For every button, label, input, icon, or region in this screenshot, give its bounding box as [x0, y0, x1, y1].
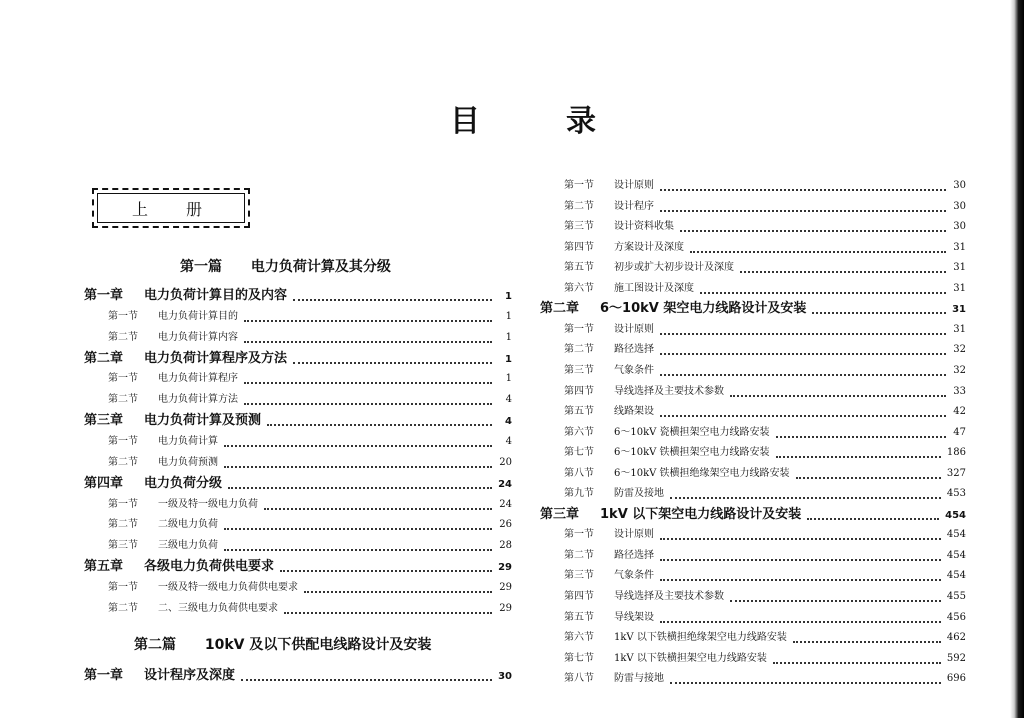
toc-entry-text: 设计原则: [614, 323, 654, 335]
toc-entry-text: 6～10kV 架空电力线路设计及安装: [600, 301, 807, 317]
toc-section-row: [564, 484, 966, 504]
toc-entry-number: 第一节: [564, 180, 594, 191]
toc-section-row: [564, 423, 966, 443]
dot-leader: [267, 414, 492, 426]
dot-leader: [224, 539, 492, 551]
toc-entry-title: [108, 578, 298, 598]
toc-page-number: 47: [953, 426, 966, 438]
toc-page-number: 454: [946, 549, 966, 561]
dot-leader: [224, 518, 492, 530]
toc-entry-title: [564, 443, 770, 463]
dot-leader: [812, 302, 946, 314]
toc-entry-number: 第六节: [564, 632, 594, 644]
toc-entry-number: 第四节: [564, 591, 594, 602]
toc-entry-number: 第四章: [84, 475, 124, 491]
toc-page-number: 1: [505, 291, 512, 302]
toc-title-char-1: 目: [450, 104, 480, 139]
toc-entry-number: 第八节: [564, 673, 594, 685]
toc-page-number: 33: [953, 385, 966, 397]
toc-entry-text: 1kV 以下架空电力线路设计及安装: [600, 506, 802, 522]
toc-page-number: 29: [498, 562, 512, 574]
toc-entry-text: 电力负荷计算程序: [158, 373, 238, 385]
toc-page-number: 186: [946, 447, 966, 459]
dot-leader: [284, 602, 492, 614]
toc-section-row: [108, 432, 512, 452]
toc-entry-number: 第三章: [84, 413, 124, 429]
dot-leader: [730, 590, 941, 602]
toc-section-row: [564, 197, 966, 217]
dot-leader: [660, 405, 946, 417]
toc-section-row: [564, 608, 966, 628]
toc-section-row: [564, 525, 966, 545]
toc-entry-title: [564, 649, 767, 669]
toc-page-number: 30: [953, 221, 966, 233]
toc-entry-number: 第二节: [108, 394, 138, 406]
toc-entry-text: 电力负荷分级: [144, 475, 223, 491]
toc-entry-text: 气象条件: [614, 570, 654, 582]
toc-entry-text: 导线架设: [614, 611, 654, 623]
toc-entry-number: 第二节: [564, 549, 594, 561]
toc-entry-text: 6～10kV 铁横担绝缘架空电力线路安装: [614, 467, 790, 479]
toc-entry-text: 6～10kV 瓷横担架空电力线路安装: [614, 426, 770, 438]
toc-entry-number: 第二章: [84, 350, 124, 366]
toc-section-row: [564, 443, 966, 463]
toc-page-number: 31: [953, 241, 966, 253]
toc-entry-number: 第一节: [108, 373, 138, 385]
toc-entry-text: 防雷与接地: [614, 673, 664, 685]
part-number: 第二篇: [134, 637, 176, 653]
toc-entry-title: [108, 328, 238, 348]
toc-entry-number: 第一节: [564, 529, 594, 541]
toc-section-row: [564, 464, 966, 484]
toc-page-number: 26: [499, 519, 512, 531]
toc-entry-title: [564, 608, 654, 628]
toc-entry-title: [564, 258, 734, 278]
toc-entry-text: 电力负荷计算目的: [158, 310, 238, 322]
toc-entry-title: [540, 505, 801, 525]
toc-page-number: 31: [952, 304, 966, 316]
part-number: 第一篇: [180, 259, 222, 275]
dot-leader: [304, 581, 492, 593]
toc-section-row: [564, 320, 966, 340]
dot-leader: [680, 220, 946, 232]
toc-page-number: 1: [505, 353, 512, 365]
toc-page-number: 24: [499, 498, 512, 510]
toc-section-row: [564, 258, 966, 278]
toc-entry-text: 电力负荷计算方法: [158, 394, 238, 406]
toc-entry-title: [564, 361, 654, 381]
toc-entry-title: [108, 390, 238, 410]
part-heading-1: [180, 256, 391, 276]
toc-entry-title: [564, 546, 654, 566]
toc-entry-number: 第一节: [108, 435, 138, 447]
toc-page-number: 592: [946, 652, 966, 664]
toc-entry-number: 第一节: [108, 498, 138, 510]
toc-entry-number: 第六节: [564, 426, 594, 438]
toc-entry-text: 导线选择及主要技术参数: [614, 385, 724, 397]
toc-page-number: 30: [498, 671, 512, 682]
dot-leader: [264, 498, 492, 510]
toc-entry-text: 气象条件: [614, 364, 654, 376]
toc-section-row: [564, 628, 966, 648]
toc-page-number: 454: [945, 509, 966, 521]
toc-entry-title: [564, 628, 787, 648]
dot-leader: [670, 487, 941, 499]
toc-entry-number: 第九节: [564, 488, 594, 500]
toc-chapter-row: [540, 299, 966, 319]
toc-section-row: [108, 453, 512, 473]
dot-leader: [773, 652, 941, 664]
toc-entry-text: 路径选择: [614, 549, 654, 561]
toc-page-number: 696: [946, 673, 966, 685]
toc-entry-title: [108, 307, 238, 327]
toc-page-number: 1: [505, 331, 512, 343]
toc-entry-text: 电力负荷计算及预测: [144, 413, 262, 429]
toc-section-row: [108, 369, 512, 389]
volume-label-box: [92, 188, 250, 228]
toc-chapter-row: [84, 286, 512, 306]
dot-leader: [224, 435, 492, 447]
toc-section-row: [108, 515, 512, 535]
toc-entry-title: [564, 197, 654, 217]
toc-entry-text: 二、三级电力负荷供电要求: [158, 602, 278, 614]
toc-entry-text: 电力负荷计算: [158, 435, 218, 447]
dot-leader: [293, 289, 492, 301]
toc-entry-text: 设计原则: [614, 529, 654, 541]
dot-leader: [740, 261, 946, 273]
toc-entry-text: 路径选择: [614, 344, 654, 356]
toc-entry-number: 第二节: [564, 344, 594, 356]
toc-entry-text: 防雷及接地: [614, 488, 664, 500]
toc-page-number: 455: [946, 591, 966, 602]
dot-leader: [660, 528, 941, 540]
toc-entry-number: 第一节: [564, 323, 594, 335]
toc-entry-title: [540, 299, 806, 319]
toc-page-number: 28: [499, 540, 512, 552]
toc-section-row: [108, 495, 512, 515]
dot-leader: [293, 352, 492, 364]
toc-entry-title: [108, 599, 278, 619]
toc-entry-text: 电力负荷计算内容: [158, 331, 238, 343]
toc-entry-number: 第一节: [108, 581, 138, 593]
toc-section-row: [108, 328, 512, 348]
toc-page-number: 1: [505, 373, 512, 385]
toc-entry-title: [108, 515, 218, 535]
toc-page-number: 462: [946, 632, 966, 644]
toc-entry-text: 1kV 以下铁横担架空电力线路安装: [614, 652, 767, 664]
dot-leader: [660, 569, 941, 581]
toc-entry-title: [564, 669, 664, 689]
toc-entry-number: 第四节: [564, 241, 594, 253]
toc-entry-title: [564, 320, 654, 340]
toc-entry-number: 第五节: [564, 406, 594, 418]
toc-entry-number: 第三节: [108, 540, 138, 552]
toc-section-row: [564, 340, 966, 360]
toc-entry-title: [84, 557, 274, 577]
dot-leader: [241, 669, 492, 681]
toc-entry-title: [108, 536, 218, 556]
toc-entry-number: 第三章: [540, 506, 580, 522]
toc-entry-text: 一级及特一级电力负荷供电要求: [158, 581, 298, 593]
toc-entry-title: [108, 369, 238, 389]
toc-entry-title: [564, 484, 664, 504]
toc-page-number: 4: [505, 394, 512, 406]
toc-section-row: [564, 238, 966, 258]
toc-page-number: 453: [946, 488, 966, 500]
toc-entry-number: 第三节: [564, 221, 594, 233]
toc-section-row: [564, 402, 966, 422]
toc-entry-title: [564, 423, 770, 443]
toc-entry-number: 第二节: [108, 519, 138, 531]
toc-page-number: 31: [953, 323, 966, 335]
dot-leader: [244, 310, 492, 322]
dot-leader: [244, 372, 492, 384]
toc-entry-text: 各级电力负荷供电要求: [144, 559, 275, 575]
toc-page-number: 29: [499, 581, 512, 593]
toc-section-row: [564, 546, 966, 566]
toc-entry-text: 6～10kV 铁横担架空电力线路安装: [614, 447, 770, 459]
toc-entry-title: [564, 587, 724, 607]
toc-section-row: [564, 217, 966, 237]
toc-section-row: [564, 669, 966, 689]
toc-entry-number: 第三节: [564, 570, 594, 582]
toc-entry-text: 设计资料收集: [614, 221, 674, 233]
toc-entry-title: [564, 238, 684, 258]
toc-page-number: 454: [946, 529, 966, 541]
toc-entry-text: 设计程序: [614, 200, 654, 212]
toc-entry-text: 电力负荷计算程序及方法: [144, 350, 288, 366]
toc-entry-title: [564, 402, 654, 422]
toc-entry-title: [84, 286, 287, 306]
toc-section-row: [564, 566, 966, 586]
toc-section-row: [564, 382, 966, 402]
toc-entry-title: [84, 474, 222, 494]
part-title: 电力负荷计算及其分级: [250, 259, 391, 275]
toc-page-number: 24: [498, 478, 512, 490]
toc-entry-title: [564, 217, 674, 237]
toc-entry-title: [564, 340, 654, 360]
toc-chapter-row: [84, 474, 512, 494]
toc-entry-title: [564, 279, 694, 299]
dot-leader: [793, 631, 941, 643]
toc-page-number: 29: [499, 602, 512, 614]
toc-entry-text: 二级电力负荷: [158, 519, 218, 531]
volume-label: 上册: [131, 199, 240, 219]
dot-leader: [660, 323, 946, 335]
toc-entry-number: 第五节: [564, 262, 594, 274]
toc-entry-title: [564, 176, 654, 196]
toc-entry-number: 第二章: [540, 301, 580, 317]
toc-entry-number: 第一章: [84, 288, 124, 303]
dot-leader: [730, 385, 946, 397]
toc-page-number: 30: [953, 180, 966, 191]
toc-section-row: [564, 649, 966, 669]
toc-page-number: 456: [946, 611, 966, 623]
dot-leader: [700, 282, 946, 294]
toc-page-number: 32: [953, 344, 966, 356]
toc-entry-number: 第三节: [564, 364, 594, 376]
toc-entry-number: 第二节: [564, 200, 594, 212]
toc-page-number: 4: [505, 435, 512, 447]
toc-entry-title: [564, 382, 724, 402]
toc-page-number: 1: [505, 310, 512, 322]
toc-entry-text: 电力负荷计算目的及内容: [144, 288, 288, 303]
toc-page-number: 31: [953, 262, 966, 274]
dot-leader: [660, 179, 946, 191]
toc-title: [0, 96, 1024, 146]
toc-entry-text: 三级电力负荷: [158, 540, 218, 552]
toc-entry-text: 一级及特一级电力负荷: [158, 498, 258, 510]
dot-leader: [224, 456, 492, 468]
toc-entry-text: 线路架设: [614, 406, 654, 418]
toc-entry-text: 设计原则: [614, 180, 654, 191]
toc-entry-title: [564, 566, 654, 586]
toc-entry-number: 第四节: [564, 385, 594, 397]
toc-title-char-2: 录: [566, 104, 596, 139]
dot-leader: [660, 200, 946, 212]
toc-entry-title: [84, 411, 261, 431]
toc-section-row: [108, 599, 512, 619]
toc-section-row: [108, 307, 512, 327]
dot-leader: [776, 426, 946, 438]
toc-entry-title: [84, 349, 287, 369]
toc-entry-number: 第二节: [108, 456, 138, 468]
toc-page-number: 454: [946, 570, 966, 582]
toc-section-row: [108, 390, 512, 410]
toc-entry-number: 第七节: [564, 447, 594, 459]
toc-chapter-row: [84, 557, 512, 577]
toc-entry-text: 施工图设计及深度: [614, 282, 694, 294]
dot-leader: [690, 241, 946, 253]
toc-chapter-row: [540, 505, 966, 525]
toc-entry-title: [108, 495, 258, 515]
toc-entry-text: 初步或扩大初步设计及深度: [614, 262, 734, 274]
toc-page-number: 4: [505, 416, 512, 428]
toc-page-number: 32: [953, 364, 966, 376]
toc-section-row: [564, 361, 966, 381]
toc-entry-number: 第六节: [564, 282, 594, 294]
toc-page-number: 31: [953, 282, 966, 294]
toc-section-row: [564, 176, 966, 196]
toc-page-number: 30: [953, 200, 966, 212]
dot-leader: [776, 446, 941, 458]
dot-leader: [796, 467, 941, 479]
toc-chapter-row: [84, 666, 512, 686]
dot-leader: [244, 331, 492, 343]
toc-entry-number: 第一章: [84, 668, 124, 683]
toc-entry-title: [108, 453, 218, 473]
toc-section-row: [108, 536, 512, 556]
toc-section-row: [108, 578, 512, 598]
toc-page-number: 20: [499, 456, 512, 468]
toc-entry-title: [564, 464, 790, 484]
toc-entry-number: 第二节: [108, 602, 138, 614]
toc-entry-text: 1kV 以下铁横担绝缘架空电力线路安装: [614, 632, 787, 644]
dot-leader: [660, 343, 946, 355]
toc-entry-number: 第七节: [564, 652, 594, 664]
toc-entry-title: [564, 525, 654, 545]
toc-page-number: 42: [953, 406, 966, 418]
toc-entry-title: [108, 432, 218, 452]
toc-entry-number: 第一节: [108, 310, 138, 322]
dot-leader: [670, 672, 941, 684]
toc-entry-number: 第五章: [84, 559, 124, 575]
toc-chapter-row: [84, 349, 512, 369]
toc-entry-text: 方案设计及深度: [614, 241, 684, 253]
dot-leader: [660, 364, 946, 376]
dot-leader: [280, 560, 492, 572]
toc-section-row: [564, 587, 966, 607]
toc-entry-number: 第八节: [564, 467, 594, 479]
toc-entry-text: 电力负荷预测: [158, 456, 218, 468]
toc-section-row: [564, 279, 966, 299]
part-heading-2: [134, 634, 431, 654]
toc-entry-text: 导线选择及主要技术参数: [614, 591, 724, 602]
toc-entry-text: 设计程序及深度: [144, 668, 236, 683]
toc-entry-number: 第五节: [564, 611, 594, 623]
toc-page-number: 327: [946, 467, 966, 479]
dot-leader: [807, 508, 939, 520]
part-title: 10kV 及以下供配电线路设计及安装: [204, 637, 432, 653]
dot-leader: [244, 393, 492, 405]
toc-chapter-row: [84, 411, 512, 431]
toc-entry-number: 第二节: [108, 331, 138, 343]
dot-leader: [660, 549, 941, 561]
dot-leader: [660, 611, 941, 623]
dot-leader: [228, 477, 492, 489]
toc-entry-title: [84, 666, 235, 686]
